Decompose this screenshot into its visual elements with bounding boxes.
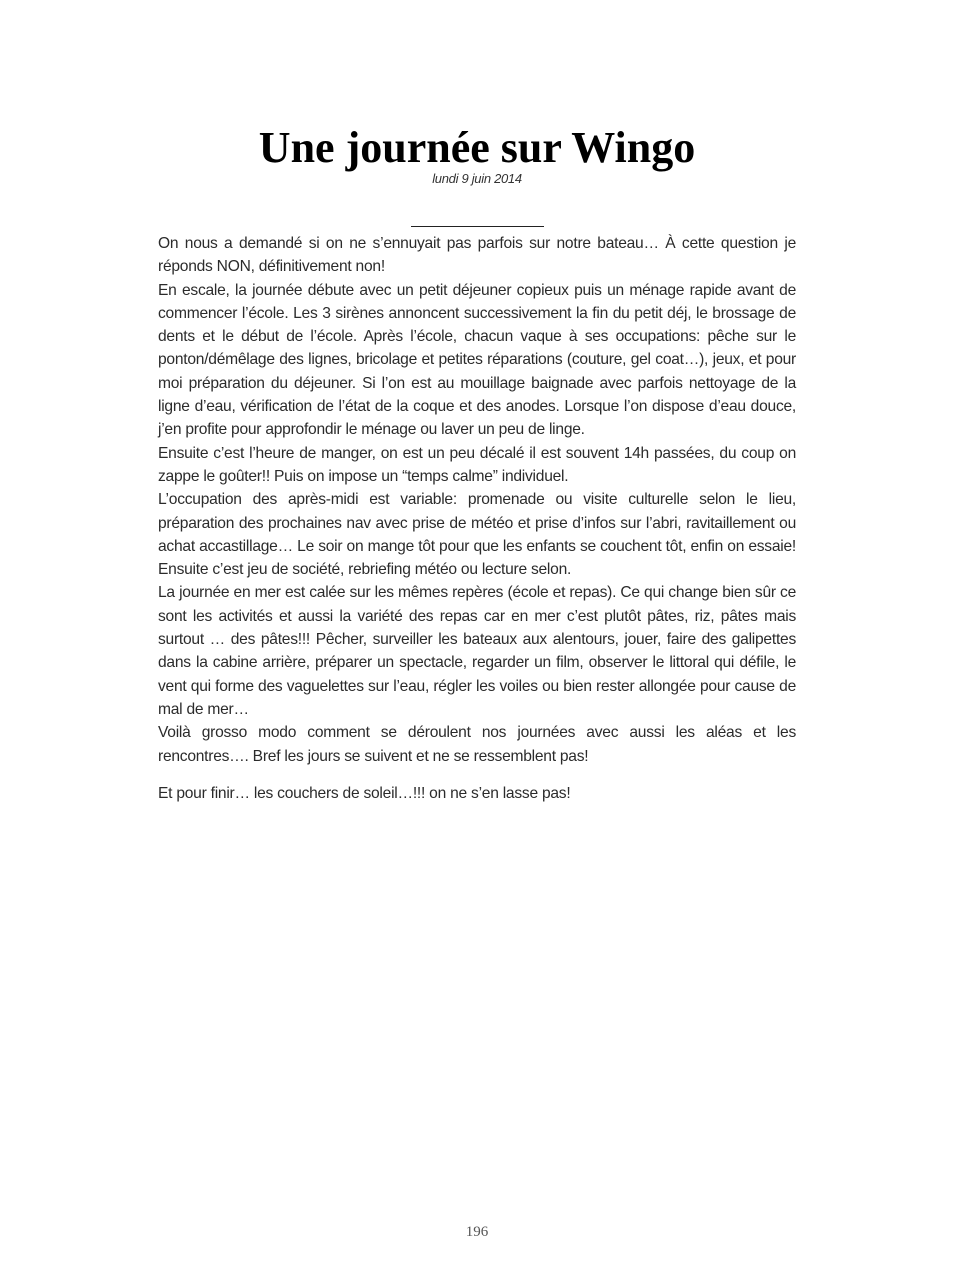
paragraph-summary: Voilà grosso modo comment se déroulent nos journées avec aussi les aléas et les rencontres…. Bref les jours se suivent et ne se ressemblent pas! (158, 724, 796, 765)
paragraph-lunch: Ensuite c’est l’heure de manger, on est un peu décalé il est souvent 14h passées, du coup on zappe le goûter!! Puis on impose un “temps calme” individuel. (158, 444, 796, 485)
paragraph-at-sea: La journée en mer est calée sur les mêmes repères (école et repas). Ce qui change bien sûr ce sont les activités et aussi la variété des repas car en mer c’est plutôt pâtes, riz, pâtes mais surtout … des pâtes!!! Pêcher, surveiller les bateaux aux alentours, jouer, faire des galipettes dans la cabine arrière, préparer un spectacle, regarder un film, observer le littoral qui défile, le vent qui forme des vaguelettes sur l’eau, régler les voiles ou bien rester allongée pour cause de mal de mer… (158, 584, 796, 718)
title-separator (411, 226, 544, 227)
paragraph-intro: On nous a demandé si on ne s’ennuyait pas parfois sur notre bateau… À cette question je réponds NON, définitivement non! (158, 235, 796, 276)
article-title: Une journée sur Wingo (258, 123, 696, 172)
paragraph-closing: Et pour finir… les couchers de soleil…!!! on ne s’en lasse pas! (158, 784, 571, 802)
paragraph-afternoon: L’occupation des après-midi est variable: promenade ou visite culturelle selon le lieu, préparation des prochaines nav avec prise de météo et prise d’infos sur l’abri, ravitaillement ou achat accastillage… Le soir on mange tôt pour que les enfants se couchent tôt, enfin on essaie! Ensuite c’est jeu de société, rebriefing météo ou lecture selon. (158, 491, 796, 579)
article-body (158, 232, 796, 805)
paragraph-escale: En escale, la journée débute avec un petit déjeuner copieux puis un ménage rapide avant de commencer l’école. Les 3 sirènes annoncent successivement la fin du petit déj, le brossage de dents et le début de l’école. Après l’école, chacun vaque à ses occupations: pêche sur le ponton/démêlage des lignes, bricolage et petites réparations (couture, gel coat…), jeux, et pour moi préparation du déjeuner. Si l’on est au mouillage baignade avec parfois nettoyage de la ligne d’eau, vérification de l’état de la coque et des anodes. Lorsque l’on dispose d’eau douce, j’en profite pour approfondir le ménage ou laver un peu de linge. (158, 281, 796, 439)
article-date: lundi 9 juin 2014 (432, 171, 522, 186)
page-number: 196 (465, 1224, 489, 1240)
